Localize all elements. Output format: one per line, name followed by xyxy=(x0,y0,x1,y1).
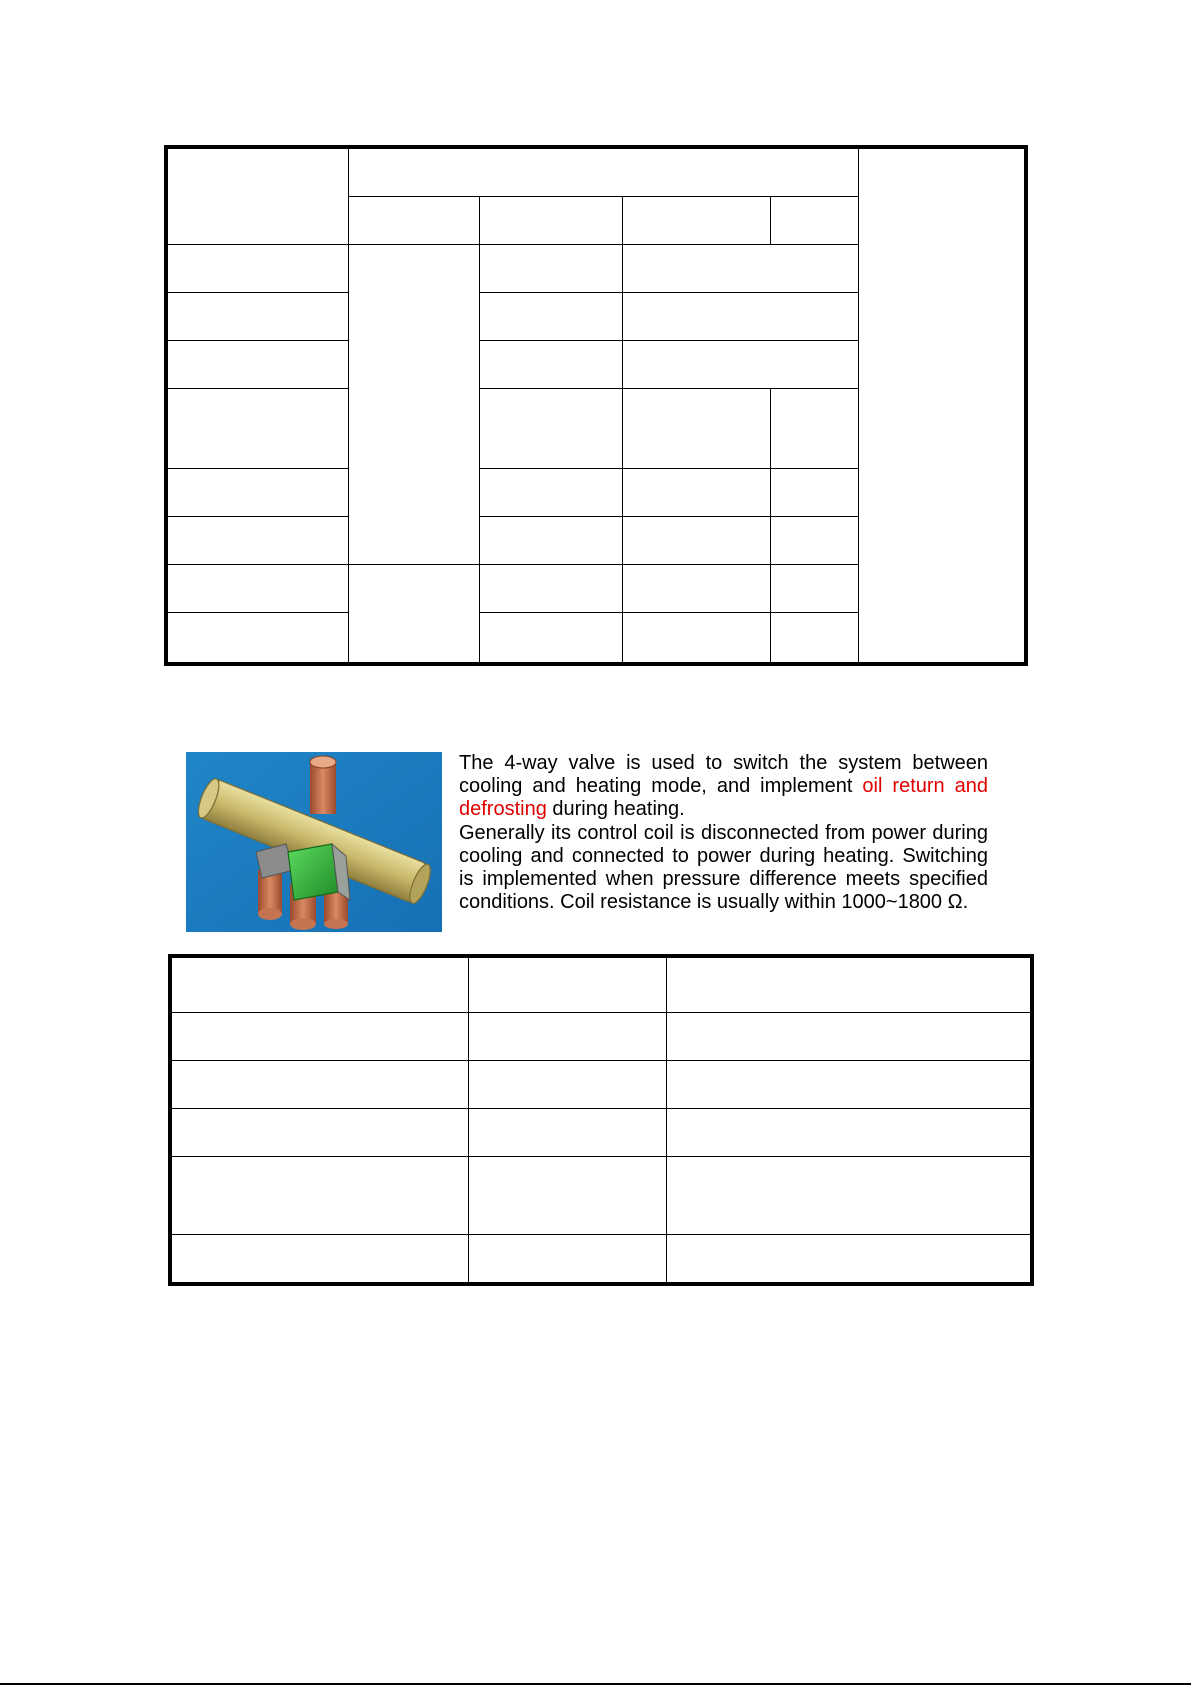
valve-description xyxy=(459,752,988,914)
table-cell xyxy=(348,244,479,564)
table-cell xyxy=(166,564,348,612)
description-paragraph: Generally its control coil is disconnected from power during cooling and connected to power during heating. Switching is implemented when pressure difference meets specified conditions. Coil resistance is usually within 1000~1800 Ω. xyxy=(459,821,988,914)
table-cell xyxy=(166,468,348,516)
table-cell xyxy=(622,340,858,388)
spec-table xyxy=(164,145,1028,666)
table-row xyxy=(170,956,1032,1012)
table-cell xyxy=(468,1108,666,1156)
table-cell xyxy=(666,1012,1032,1060)
table-cell xyxy=(468,1012,666,1060)
table-cell xyxy=(166,244,348,292)
table-cell xyxy=(622,612,770,664)
table-cell xyxy=(666,1234,1032,1284)
table-cell xyxy=(622,564,770,612)
table-cell xyxy=(170,1108,468,1156)
table-row xyxy=(170,1156,1032,1234)
table-cell xyxy=(479,612,622,664)
table-cell xyxy=(348,564,479,664)
table-cell xyxy=(479,244,622,292)
table-cell xyxy=(622,244,858,292)
table-cell xyxy=(666,1108,1032,1156)
table-cell xyxy=(468,956,666,1012)
table-cell xyxy=(479,196,622,244)
table-row xyxy=(170,1108,1032,1156)
table-cell xyxy=(622,468,770,516)
description-text: The 4-way valve is used to switch the system between cooling and heating mode, and implement xyxy=(459,752,988,798)
table-cell xyxy=(622,292,858,340)
table-cell xyxy=(166,147,348,244)
valve-table xyxy=(168,954,1034,1286)
table-cell xyxy=(348,147,858,196)
table-cell xyxy=(166,612,348,664)
table-cell xyxy=(468,1156,666,1234)
table-cell xyxy=(479,468,622,516)
highlighted-text: oil return and defrosting xyxy=(459,775,988,821)
table-row xyxy=(170,1234,1032,1284)
table-cell xyxy=(666,956,1032,1012)
table-cell xyxy=(348,196,479,244)
table-cell xyxy=(468,1060,666,1108)
table-cell xyxy=(858,147,1026,664)
table-cell xyxy=(166,292,348,340)
table-cell xyxy=(622,516,770,564)
table-cell xyxy=(770,612,858,664)
table-cell xyxy=(479,388,622,468)
table-cell xyxy=(770,468,858,516)
table-cell xyxy=(166,388,348,468)
table-cell xyxy=(622,388,770,468)
table-cell xyxy=(166,340,348,388)
table-cell xyxy=(666,1156,1032,1234)
table-cell xyxy=(622,196,770,244)
description-text: during heating. xyxy=(546,798,685,821)
table-cell xyxy=(468,1234,666,1284)
table-cell xyxy=(479,516,622,564)
table-cell xyxy=(770,388,858,468)
description-paragraph xyxy=(459,752,988,822)
table-cell xyxy=(170,1234,468,1284)
four-way-valve-image xyxy=(186,752,442,932)
table-cell xyxy=(770,564,858,612)
table-cell xyxy=(770,516,858,564)
table-cell xyxy=(479,564,622,612)
table-cell xyxy=(666,1060,1032,1108)
table-cell xyxy=(170,956,468,1012)
table-cell xyxy=(166,516,348,564)
table-row xyxy=(170,1012,1032,1060)
table-cell xyxy=(479,292,622,340)
table-cell xyxy=(170,1012,468,1060)
table-row xyxy=(170,1060,1032,1108)
table-cell xyxy=(170,1156,468,1234)
table-cell xyxy=(770,196,858,244)
table-cell xyxy=(479,340,622,388)
table-cell xyxy=(170,1060,468,1108)
